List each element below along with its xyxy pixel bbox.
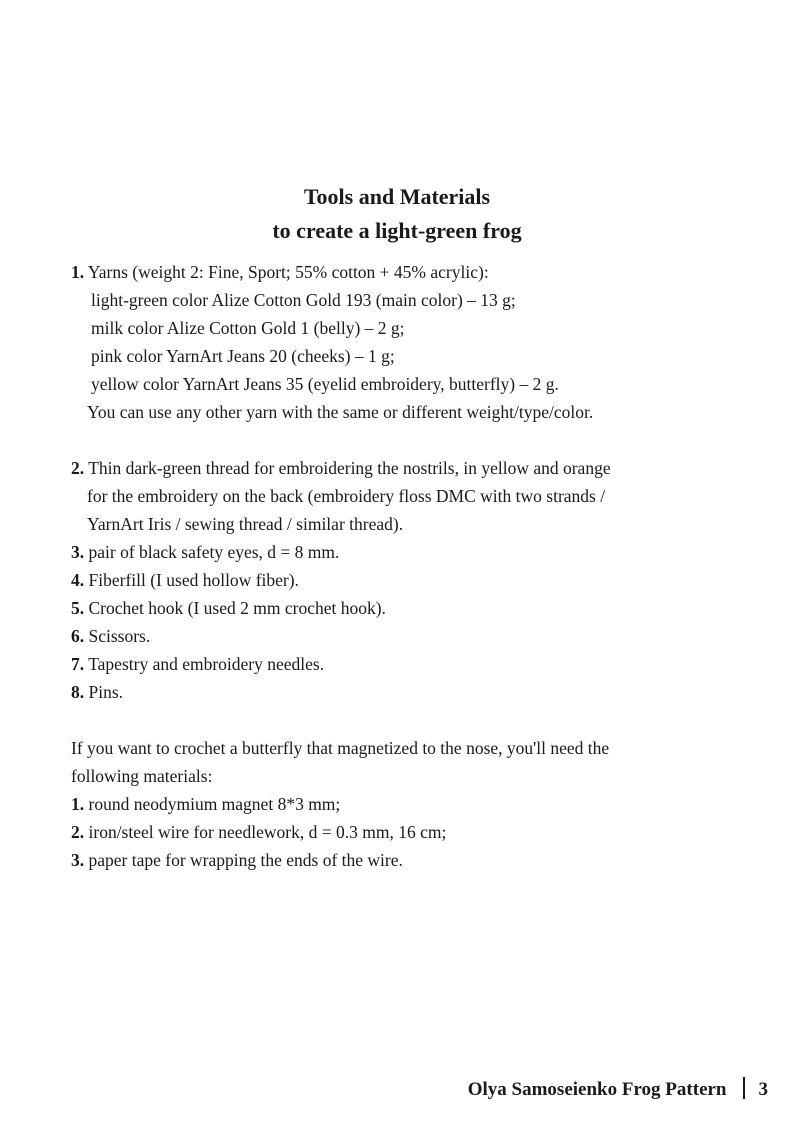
title-line-2: to create a light-green frog (272, 218, 522, 243)
list-item-8 (71, 678, 731, 706)
item-2-continuation-1: for the embroidery on the back (embroidery floss DMC with two strands / (87, 486, 606, 506)
yarn-line-3: pink color YarnArt Jeans 20 (cheeks) – 1 g; (91, 346, 395, 366)
item-text: Pins. (88, 682, 124, 702)
butterfly-item-1 (71, 790, 731, 818)
list-item-3 (71, 538, 731, 566)
item-number: 4. (71, 570, 85, 590)
item-text: Crochet hook (I used 2 mm crochet hook). (88, 598, 386, 618)
list-item-4 (71, 566, 731, 594)
page-footer (468, 1076, 768, 1104)
list-item-7 (71, 650, 731, 678)
item-number: 1. (71, 794, 85, 814)
yarn-line-1: light-green color Alize Cotton Gold 193 (main color) – 13 g; (91, 290, 516, 310)
list-item-6 (71, 622, 731, 650)
list-item-1 (71, 258, 731, 286)
item-text: Thin dark-green thread for embroidering the nostrils, in yellow and orange (88, 458, 611, 478)
item-number: 2. (71, 822, 85, 842)
yarn-line-4: yellow color YarnArt Jeans 35 (eyelid embroidery, butterfly) – 2 g. (91, 374, 559, 394)
item-number: 6. (71, 626, 85, 646)
item-text: round neodymium magnet 8*3 mm; (88, 794, 341, 814)
item-number: 8. (71, 682, 85, 702)
footer-title: Olya Samoseienko Frog Pattern (467, 1079, 727, 1100)
item-number: 7. (71, 654, 85, 674)
item-text: Yarns (weight 2: Fine, Sport; 55% cotton + 45% acrylic): (87, 262, 489, 282)
yarn-note: You can use any other yarn with the same or different weight/type/color. (87, 402, 594, 422)
spacer (71, 426, 731, 454)
item-number: 2. (71, 458, 85, 478)
page-title (0, 180, 794, 248)
spacer (71, 706, 731, 734)
title-line-1: Tools and Materials (303, 184, 491, 209)
item-text: pair of black safety eyes, d = 8 mm. (88, 542, 340, 562)
butterfly-intro-1: If you want to crochet a butterfly that magnetized to the nose, you'll need the (71, 738, 610, 758)
item-text: Tapestry and embroidery needles. (88, 654, 325, 674)
list-item-2 (71, 454, 731, 482)
butterfly-intro-2: following materials: (71, 766, 213, 786)
item-text: iron/steel wire for needlework, d = 0.3 mm, 16 cm; (88, 822, 447, 842)
yarn-line-2: milk color Alize Cotton Gold 1 (belly) – 2 g; (91, 318, 405, 338)
footer-separator (743, 1077, 745, 1099)
item-number: 1. (71, 262, 85, 282)
materials-list (71, 258, 731, 874)
butterfly-item-2 (71, 818, 731, 846)
item-2-continuation-2: YarnArt Iris / sewing thread / similar thread). (87, 514, 404, 534)
item-text: Scissors. (88, 626, 151, 646)
item-number: 5. (71, 598, 85, 618)
item-text: paper tape for wrapping the ends of the wire. (88, 850, 403, 870)
list-item-5 (71, 594, 731, 622)
item-number: 3. (71, 850, 85, 870)
butterfly-item-3 (71, 846, 731, 874)
item-number: 3. (71, 542, 85, 562)
page-number: 3 (758, 1079, 768, 1100)
item-text: Fiberfill (I used hollow fiber). (88, 570, 299, 590)
